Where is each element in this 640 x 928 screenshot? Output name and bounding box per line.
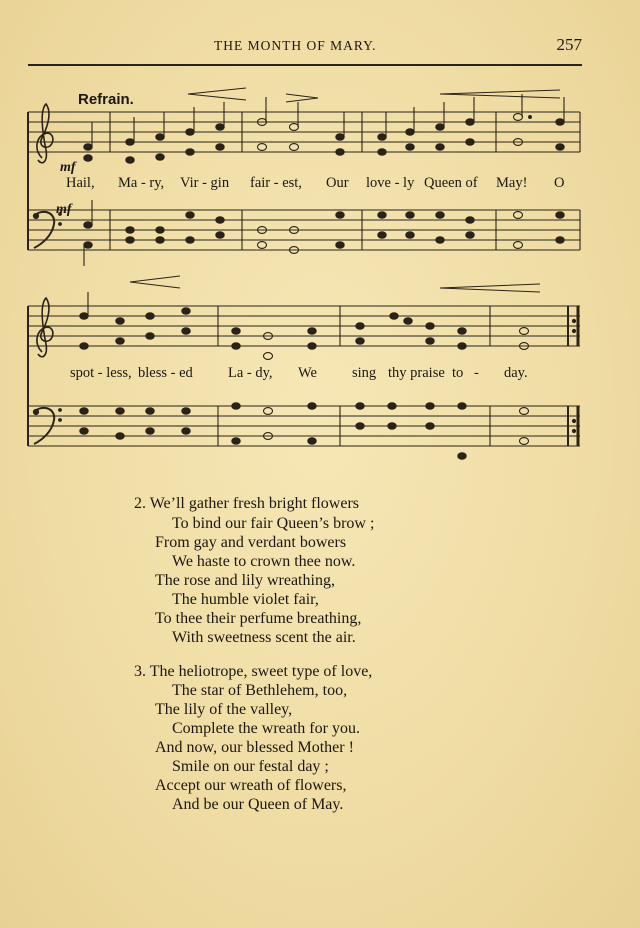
lyric-s1-9: O (554, 175, 565, 191)
refrain-label: Refrain. (78, 91, 134, 108)
lyric-s2-4: We (298, 365, 317, 381)
lyric-s1-8: May! (496, 175, 528, 191)
lyric-s1-7: Queen of (424, 175, 478, 191)
verse-line: 2. We’ll gather fresh bright flowers (134, 495, 360, 512)
verse-line: Complete the wreath for you. (172, 720, 360, 737)
verse-line: To thee their perfume breathing, (155, 610, 362, 627)
verse-line: With sweetness scent the air. (172, 629, 356, 646)
lyric-s1-6: love - ly (366, 175, 415, 191)
verse-line: The star of Bethlehem, too, (172, 682, 348, 699)
lyric-s2-2: bless - ed (138, 365, 193, 381)
verse-line: 3. The heliotrope, sweet type of love, (134, 663, 373, 680)
lyric-s2-6: thy praise (388, 365, 445, 381)
running-title: THE MONTH OF MARY. (214, 38, 377, 53)
lyric-s2-8: - (474, 365, 479, 381)
lyric-s2-5: sing (352, 365, 377, 381)
verse-line: The rose and lily wreathing, (155, 572, 335, 589)
lyric-s2-3: La - dy, (228, 365, 273, 381)
lyric-s1-4: fair - est, (250, 175, 302, 191)
lyric-s1-5: Our (326, 175, 349, 191)
dynamic-treble: mf (60, 160, 76, 175)
page-number: 257 (556, 35, 582, 54)
lyric-s1-1: Hail, (66, 175, 95, 191)
dynamic-bass: mf (56, 202, 72, 217)
system-1 (28, 88, 580, 250)
lyric-s1-3: Vir - gin (180, 175, 230, 191)
verse-line: Accept our wreath of flowers, (155, 777, 347, 794)
verse-line: To bind our fair Queen’s brow ; (172, 515, 375, 532)
verse-line: Smile on our festal day ; (172, 758, 329, 775)
verse-line: We haste to crown thee now. (172, 553, 356, 570)
verse-line: From gay and verdant bowers (155, 534, 347, 551)
lyric-s2-9: day. (504, 365, 528, 381)
verse-line: The lily of the valley, (155, 701, 293, 718)
lyric-s1-2: Ma - ry, (118, 175, 165, 191)
lyric-s2-1: spot - less, (70, 365, 132, 381)
system-2 (28, 276, 580, 446)
verse-line: And be our Queen of May. (172, 796, 344, 813)
verse-line: The humble violet fair, (172, 591, 319, 608)
verse-line: And now, our blessed Mother ! (155, 739, 354, 756)
noteheads (80, 94, 564, 459)
lyric-s2-7: to (452, 365, 464, 381)
